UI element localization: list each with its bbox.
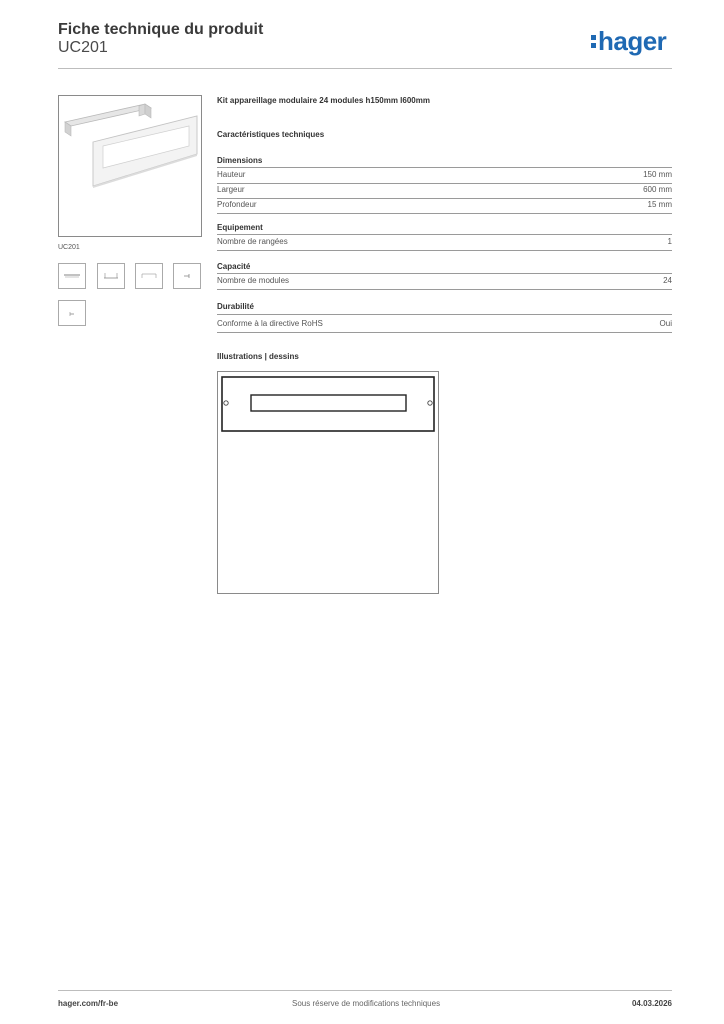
spec-label: Nombre de modules (217, 276, 290, 285)
spec-row-height (217, 169, 672, 184)
spec-label: Hauteur (217, 170, 246, 179)
main-product-image[interactable] (58, 95, 202, 237)
product-photo-thumb-icon (59, 264, 85, 288)
technical-drawing[interactable] (217, 371, 439, 594)
product-description: Kit appareillage modulaire 24 modules h150mm l600mm (217, 96, 430, 105)
section-divider (217, 234, 672, 235)
product-code: UC201 (58, 39, 108, 56)
spec-value: Oui (659, 319, 672, 328)
section-divider (217, 314, 672, 315)
spec-row-depth (217, 199, 672, 214)
section-title-durability: Durabilité (217, 302, 254, 311)
top-view-thumb-icon (136, 264, 162, 288)
thumbnail-end-view[interactable] (173, 263, 201, 289)
logo-text: hager (598, 26, 667, 56)
thumbnail-detail-view[interactable] (58, 300, 86, 326)
section-title-equipment: Equipement (217, 223, 263, 232)
logo-colon-icon (591, 35, 596, 51)
spec-label: Profondeur (217, 200, 257, 209)
front-view-drawing-icon (218, 372, 438, 593)
footer-notice: Sous réserve de modifications techniques (292, 999, 441, 1008)
spec-value: 24 (663, 276, 672, 285)
page-title: Fiche technique du produit (58, 21, 264, 38)
thumbnail-side-view[interactable] (97, 263, 125, 289)
footer-divider (58, 990, 672, 991)
footer-website-link[interactable]: hager.com/fr-be (58, 999, 119, 1008)
spec-row-modules (217, 275, 672, 290)
spec-label: Largeur (217, 185, 245, 194)
footer-date: 04.03.2026 (631, 999, 672, 1008)
spec-value: 15 mm (647, 200, 672, 209)
section-title-dimensions: Dimensions (217, 156, 263, 165)
thumbnail-product-photo[interactable] (58, 263, 86, 289)
end-view-thumb-icon (174, 264, 200, 288)
section-title-capacity: Capacité (217, 262, 251, 271)
hager-logo (591, 26, 666, 56)
side-view-thumb-icon (98, 264, 124, 288)
section-divider (217, 167, 672, 168)
spec-row-rohs (217, 318, 672, 333)
section-divider (217, 273, 672, 274)
header-divider (58, 68, 672, 69)
spec-row-rows (217, 236, 672, 251)
spec-row-width (217, 184, 672, 199)
main-image-caption: UC201 (58, 244, 80, 251)
spec-value: 600 mm (643, 185, 672, 194)
spec-label: Conforme à la directive RoHS (217, 319, 323, 328)
spec-value: 1 (667, 237, 672, 246)
spec-label: Nombre de rangées (217, 237, 288, 246)
product-photo-icon (59, 96, 201, 236)
specs-heading: Caractéristiques techniques (217, 130, 325, 139)
illustrations-heading: Illustrations | dessins (217, 352, 299, 361)
spec-value: 150 mm (643, 170, 672, 179)
detail-view-thumb-icon (59, 301, 85, 325)
thumbnail-top-view[interactable] (135, 263, 163, 289)
